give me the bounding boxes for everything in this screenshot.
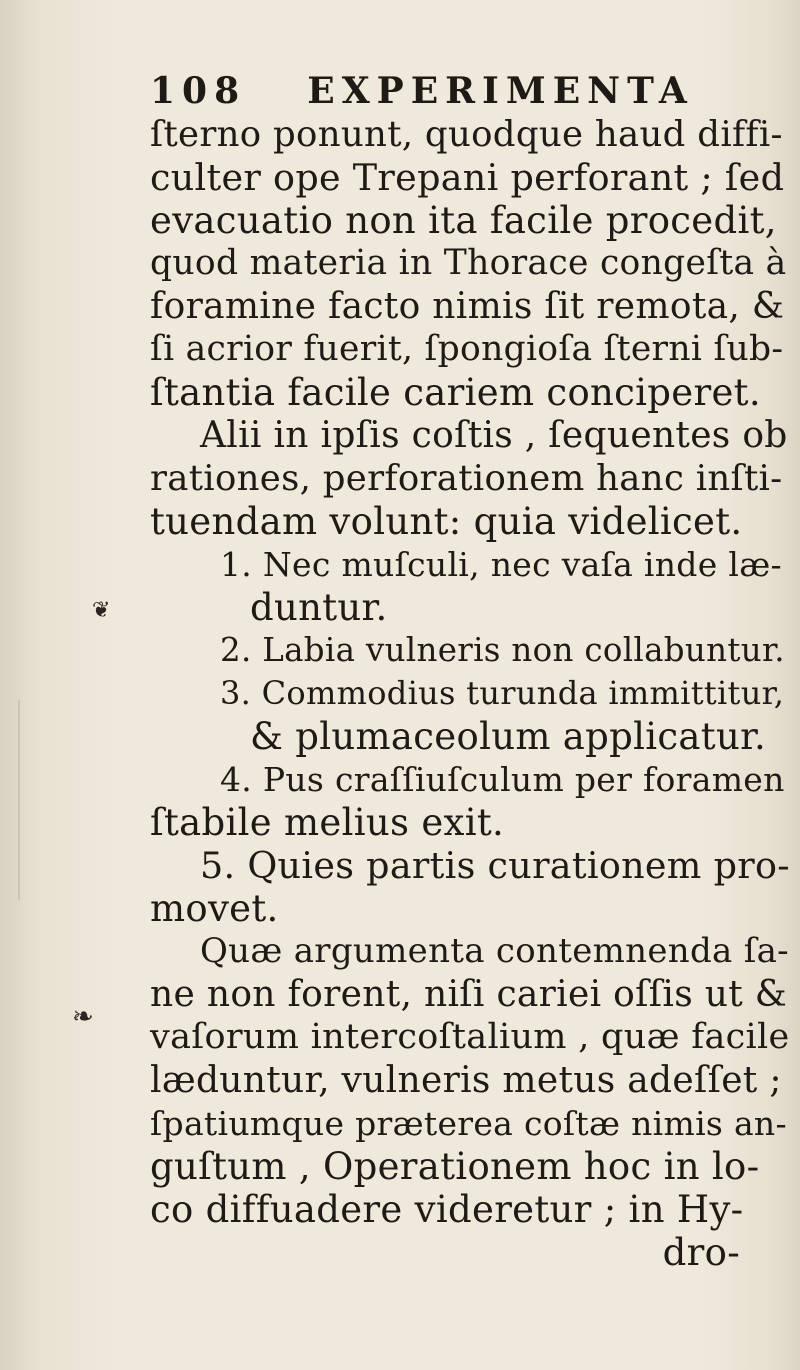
text-line: duntur. bbox=[250, 586, 388, 629]
text-line: co diffuadere videretur ; in Hy- bbox=[150, 1188, 744, 1231]
text-line: culter ope Trepani perforant ; ſed bbox=[150, 156, 785, 199]
text-line: ne non forent, niſi cariei oſſis ut & bbox=[150, 974, 788, 1015]
text-line: læduntur, vulneris metus adeſſet ; bbox=[150, 1060, 782, 1101]
text-line: & plumaceolum applicatur. bbox=[250, 715, 767, 758]
list-item-4: 4. Pus craſſiuſculum per foramen bbox=[220, 760, 785, 799]
text-line: Quæ argumenta contemnenda ſa- bbox=[200, 931, 789, 971]
page-text bbox=[150, 70, 790, 1274]
page-header bbox=[150, 70, 790, 113]
text-line: ſtantia facile cariem conciperet. bbox=[150, 371, 761, 414]
list-item-3: 3. Commodius turunda immittitur, bbox=[220, 674, 785, 712]
text-line: movet. bbox=[150, 887, 279, 930]
text-line: quod materia in Thorace congeſta à bbox=[150, 243, 787, 283]
page-number: 108 bbox=[150, 70, 247, 112]
ink-speck-mark: ❦ bbox=[92, 598, 111, 623]
page-gutter-shadow bbox=[18, 700, 20, 900]
text-line: ſi acrior fuerit, ſpongioſa ſterni ſub- bbox=[150, 329, 784, 369]
text-line: ſterno ponunt, quodque haud diffi- bbox=[150, 114, 783, 155]
list-item-1: 1. Nec muſculi, nec vaſa inde læ- bbox=[220, 545, 782, 584]
text-line: rationes, perforationem hanc inſti- bbox=[150, 458, 783, 499]
list-item-5: 5. Quies partis curationem pro- bbox=[200, 844, 790, 887]
text-line: ſtabile melius exit. bbox=[150, 801, 505, 844]
text-line: Alii in ipſis coſtis , ſequentes ob bbox=[200, 415, 788, 456]
text-line: evacuatio non ita facile procedit, bbox=[150, 199, 777, 242]
text-line: guſtum , Operationem hoc in lo- bbox=[150, 1145, 760, 1188]
text-line: foramine facto nimis ſit remota, & bbox=[150, 286, 785, 327]
catchword: dro- bbox=[662, 1231, 740, 1274]
text-line: ſpatiumque præterea coſtæ nimis an- bbox=[150, 1104, 787, 1143]
text-line: vaſorum intercoſtalium , quæ facile bbox=[150, 1017, 790, 1057]
ink-speck-mark: ❧ bbox=[72, 1002, 94, 1032]
running-head: EXPERIMENTA bbox=[307, 70, 694, 112]
list-item-2: 2. Labia vulneris non collabuntur. bbox=[220, 631, 785, 669]
text-line: tuendam volunt: quia videlicet. bbox=[150, 500, 743, 543]
